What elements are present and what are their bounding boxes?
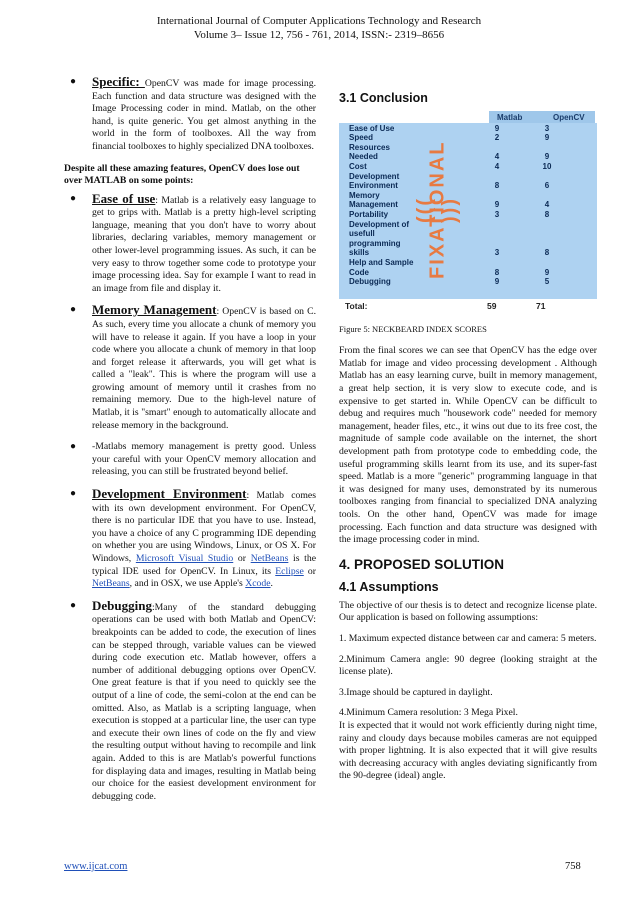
row-matlab-score: 9 [494, 200, 500, 210]
devenv-text-4: . [270, 578, 273, 590]
total-opencv: 71 [536, 300, 546, 311]
row-label: Cost [349, 161, 367, 171]
memory-text: : OpenCV is based on C. As such, every time you allocate a chunk of memory you will have to release it again. If you have a loop in your code where you allocate a chunk of memory in that loop and forget release it afterwards, you will get what is called a "leak". This is where the program will use a growing amount of memory until it crashes from no remaining memory. Due to the high-level nature of Matlab, it is "smart" enough to automatically allocate and release memory in the background. [92, 306, 317, 431]
link-visual-studio[interactable]: Microsoft Visual Studio [135, 553, 234, 564]
row-label: Development of usefull programming skills [349, 219, 410, 258]
proposed-solution-heading: 4. PROPOSED SOLUTION [339, 556, 505, 572]
devenv-text-3: , and in OSX, we use Apple's [129, 578, 246, 590]
row-opencv-score: 10 [542, 161, 552, 171]
figure-caption: Figure 5: NECKBEARD INDEX SCORES [339, 323, 487, 334]
row-label: Resources Needed [349, 142, 390, 162]
row-matlab-score: 4 [494, 161, 500, 171]
bullet-matlabs-memory [64, 441, 316, 479]
assumption-4-detail: It is expected that it would not work efficiently during night time, rainy and cloudy days because mobiles cameras are not equipped with proper lightning. It is also expected that it will give results with decreasing accuracy with angles deviating significantly from the 90-degree (ideal) angle. [339, 720, 597, 782]
row-label: Memory Management [349, 190, 398, 210]
page-header [0, 14, 638, 42]
assumption-4: 4.Minimum Camera resolution: 3 Mega Pixel. [339, 707, 518, 719]
bullet-dot-icon: ● [70, 599, 77, 611]
bullet-ease-of-use [64, 190, 317, 296]
link-netbeans-2[interactable]: NetBeans [92, 578, 130, 590]
specific-text: OpenCV was made for image processing. Each function and data structure was designed with the Image Processing coder in mind. Matlab, on the other hand, is quite generic. You get almost anything in the world in the form of toolboxes. All the way from financial toolboxes to highly specialized DNA toolboxes. [92, 78, 316, 152]
link-eclipse[interactable]: Eclipse [275, 565, 304, 577]
total-matlab: 59 [487, 300, 497, 311]
row-matlab-score: 9 [494, 277, 500, 287]
row-matlab-score: 8 [494, 267, 500, 277]
devenv-text-2: is the typical IDE used for OpenCV. In Linux, its [92, 553, 317, 577]
row-matlab-score: 9 [494, 123, 500, 133]
assumption-3: 3.Image should be captured in daylight. [339, 686, 493, 698]
conclusion-heading: 3.1 Conclusion [339, 91, 428, 105]
bullet-dot-icon: ● [70, 304, 77, 316]
total-row [339, 299, 597, 311]
table-header-row [489, 111, 595, 123]
journal-title: International Journal of Computer Applications Technology and Research [156, 15, 482, 27]
total-label: Total: [345, 300, 368, 311]
row-opencv-score: 6 [544, 181, 550, 191]
bullet-dot-icon: ● [70, 192, 77, 204]
bullet-dot-icon: ● [70, 488, 77, 500]
row-matlab-score: 2 [494, 133, 500, 143]
row-opencv-score: 8 [544, 248, 550, 258]
row-matlab-score: 3 [494, 248, 500, 258]
footer-site-link[interactable]: www.ijcat.com [64, 861, 128, 872]
bullet-specific [64, 76, 316, 154]
row-label: Help and Sample Code [349, 257, 414, 277]
score-rows [349, 124, 595, 287]
fixational-watermark: ((( FIXATIONAL ))) [414, 140, 462, 279]
row-label: Ease of Use [349, 123, 395, 133]
term-development-environment: Development Environment [92, 486, 247, 502]
devenv-text-1: : Matlab comes with its own development environment. For OpenCV, there is no particular IDE that you have to use. Instead, you have a choice of any C programming IDE depending on whether you are using Windows, Linux, or OS X. For Windows, [92, 490, 316, 564]
devenv-or-1: or [233, 553, 251, 564]
bullet-dot-icon: ● [70, 76, 77, 87]
conclusion-text: From the final scores we can see that OpenCV has the edge over Matlab for image and video processing development . Although Matlab has an easy learning curve, built in memory management, a great help section, it is very slow to execute code, and is expensive to get started in. While OpenCV can be difficult to debug and requires much "housework code" needed for memory management, header files, etc., it wins out due to its free cost, the magnitude of sample code available on the internet, the short development path from prototype code to embedding code, the useful programming skills learnt from its use, and its super-fast speed. Matlab is a more "generic" programming language in that it was designed for many uses, demonstrated by its numerous toolboxes ranging from financial to specialized DNA analyzing tools. On the other hand, OpenCV was made for image processing. Each function and data structure was designed with the image processing coder in mind. [339, 345, 597, 546]
term-debugging: Debugging [92, 597, 152, 613]
term-memory-management: Memory Management [92, 302, 217, 318]
row-opencv-score: 8 [544, 209, 550, 219]
bullet-development-environment [64, 488, 316, 591]
row-label: Portability [349, 209, 389, 219]
row-label: Speed [349, 133, 374, 143]
table-row [349, 258, 595, 277]
debugging-text: :Many of the standard debugging operations can be used with both Matlab and OpenCV: breakpoints can be added to code, the execution of lines can be stepped through, variable values can be viewed during code execution etc. Matlab however, offers a number of additional debugging options over OpenCV. One great feature is that if you need to quickly see the output of a line of code, the semi-colon at the end can be omitted. Also, as Matlab is a scripting language, when execution is stopped at a particular line, the user can type and execute their own lines of code on the fly and view the resulting output without having to recompile and link again. Added to this is are Matlab's powerful functions for displaying data and images, resulting in Matlab being our choice for the easiest development environment for debugging code. [92, 601, 316, 802]
assumptions-intro: The objective of our thesis is to detect and recognize license plate. Our application is based on following assumptions: [339, 599, 597, 624]
col-matlab: Matlab [497, 112, 523, 122]
table-row [349, 133, 595, 143]
term-ease-of-use: Ease of use [92, 190, 156, 206]
row-opencv-score: 9 [544, 133, 550, 143]
assumptions-heading: 4.1 Assumptions [339, 580, 439, 595]
assumption-2: 2.Minimum Camera angle: 90 degree (looking straight at the license plate). [339, 653, 597, 678]
bullet-dot-icon: ● [70, 441, 77, 453]
journal-volume: Volume 3– Issue 12, 756 - 761, 2014, ISSN:- 2319–8656 [193, 29, 445, 41]
despite-paragraph: Despite all these amazing features, OpenCV does lose out over MATLAB on some points: [64, 162, 300, 186]
devenv-or-2: or [303, 565, 316, 577]
bullet-debugging [64, 597, 316, 804]
term-specific: Specific: [92, 74, 145, 89]
bullet-memory [64, 304, 316, 432]
table-row [349, 162, 595, 172]
link-netbeans[interactable]: NetBeans [250, 553, 289, 564]
table-row [349, 191, 595, 210]
score-table-figure [339, 111, 597, 319]
row-label: Debugging [349, 277, 391, 287]
col-opencv: OpenCV [553, 112, 585, 122]
table-row [349, 277, 595, 287]
row-opencv-score: 3 [544, 123, 550, 133]
row-matlab-score: 3 [494, 209, 500, 219]
link-xcode[interactable]: Xcode [245, 578, 271, 590]
table-row [349, 143, 595, 162]
left-column [64, 76, 316, 812]
table-row [349, 124, 595, 134]
row-label: Development Environment [349, 171, 400, 191]
row-opencv-score: 5 [544, 277, 550, 287]
ease-text: : Matlab is a relatively easy language to get to grips with. Matlab is a pretty high-level scripting language, meaning that you don't have to worry about libraries, declaring variables, memory management or other lower-level programming issues. As such, it can be very easy to throw together some code to prototype your image processing idea. Say for example I want to read in an image from file and display it. [92, 194, 317, 294]
assumption-1: 1. Maximum expected distance between car and camera: 5 meters. [339, 633, 597, 645]
row-matlab-score: 8 [494, 181, 500, 191]
row-matlab-score: 4 [494, 152, 500, 162]
right-column [339, 76, 597, 791]
page-number: 758 [565, 861, 581, 872]
table-row [349, 220, 595, 258]
table-row [349, 172, 595, 191]
row-opencv-score: 9 [544, 152, 550, 162]
table-row [349, 210, 595, 220]
matlabs-text: -Matlabs memory management is pretty good. Unless your careful with your OpenCV memory allocation and releasing, you can still be frustrated beyond belief. [92, 441, 316, 478]
row-opencv-score: 9 [544, 267, 550, 277]
row-opencv-score: 4 [544, 200, 550, 210]
